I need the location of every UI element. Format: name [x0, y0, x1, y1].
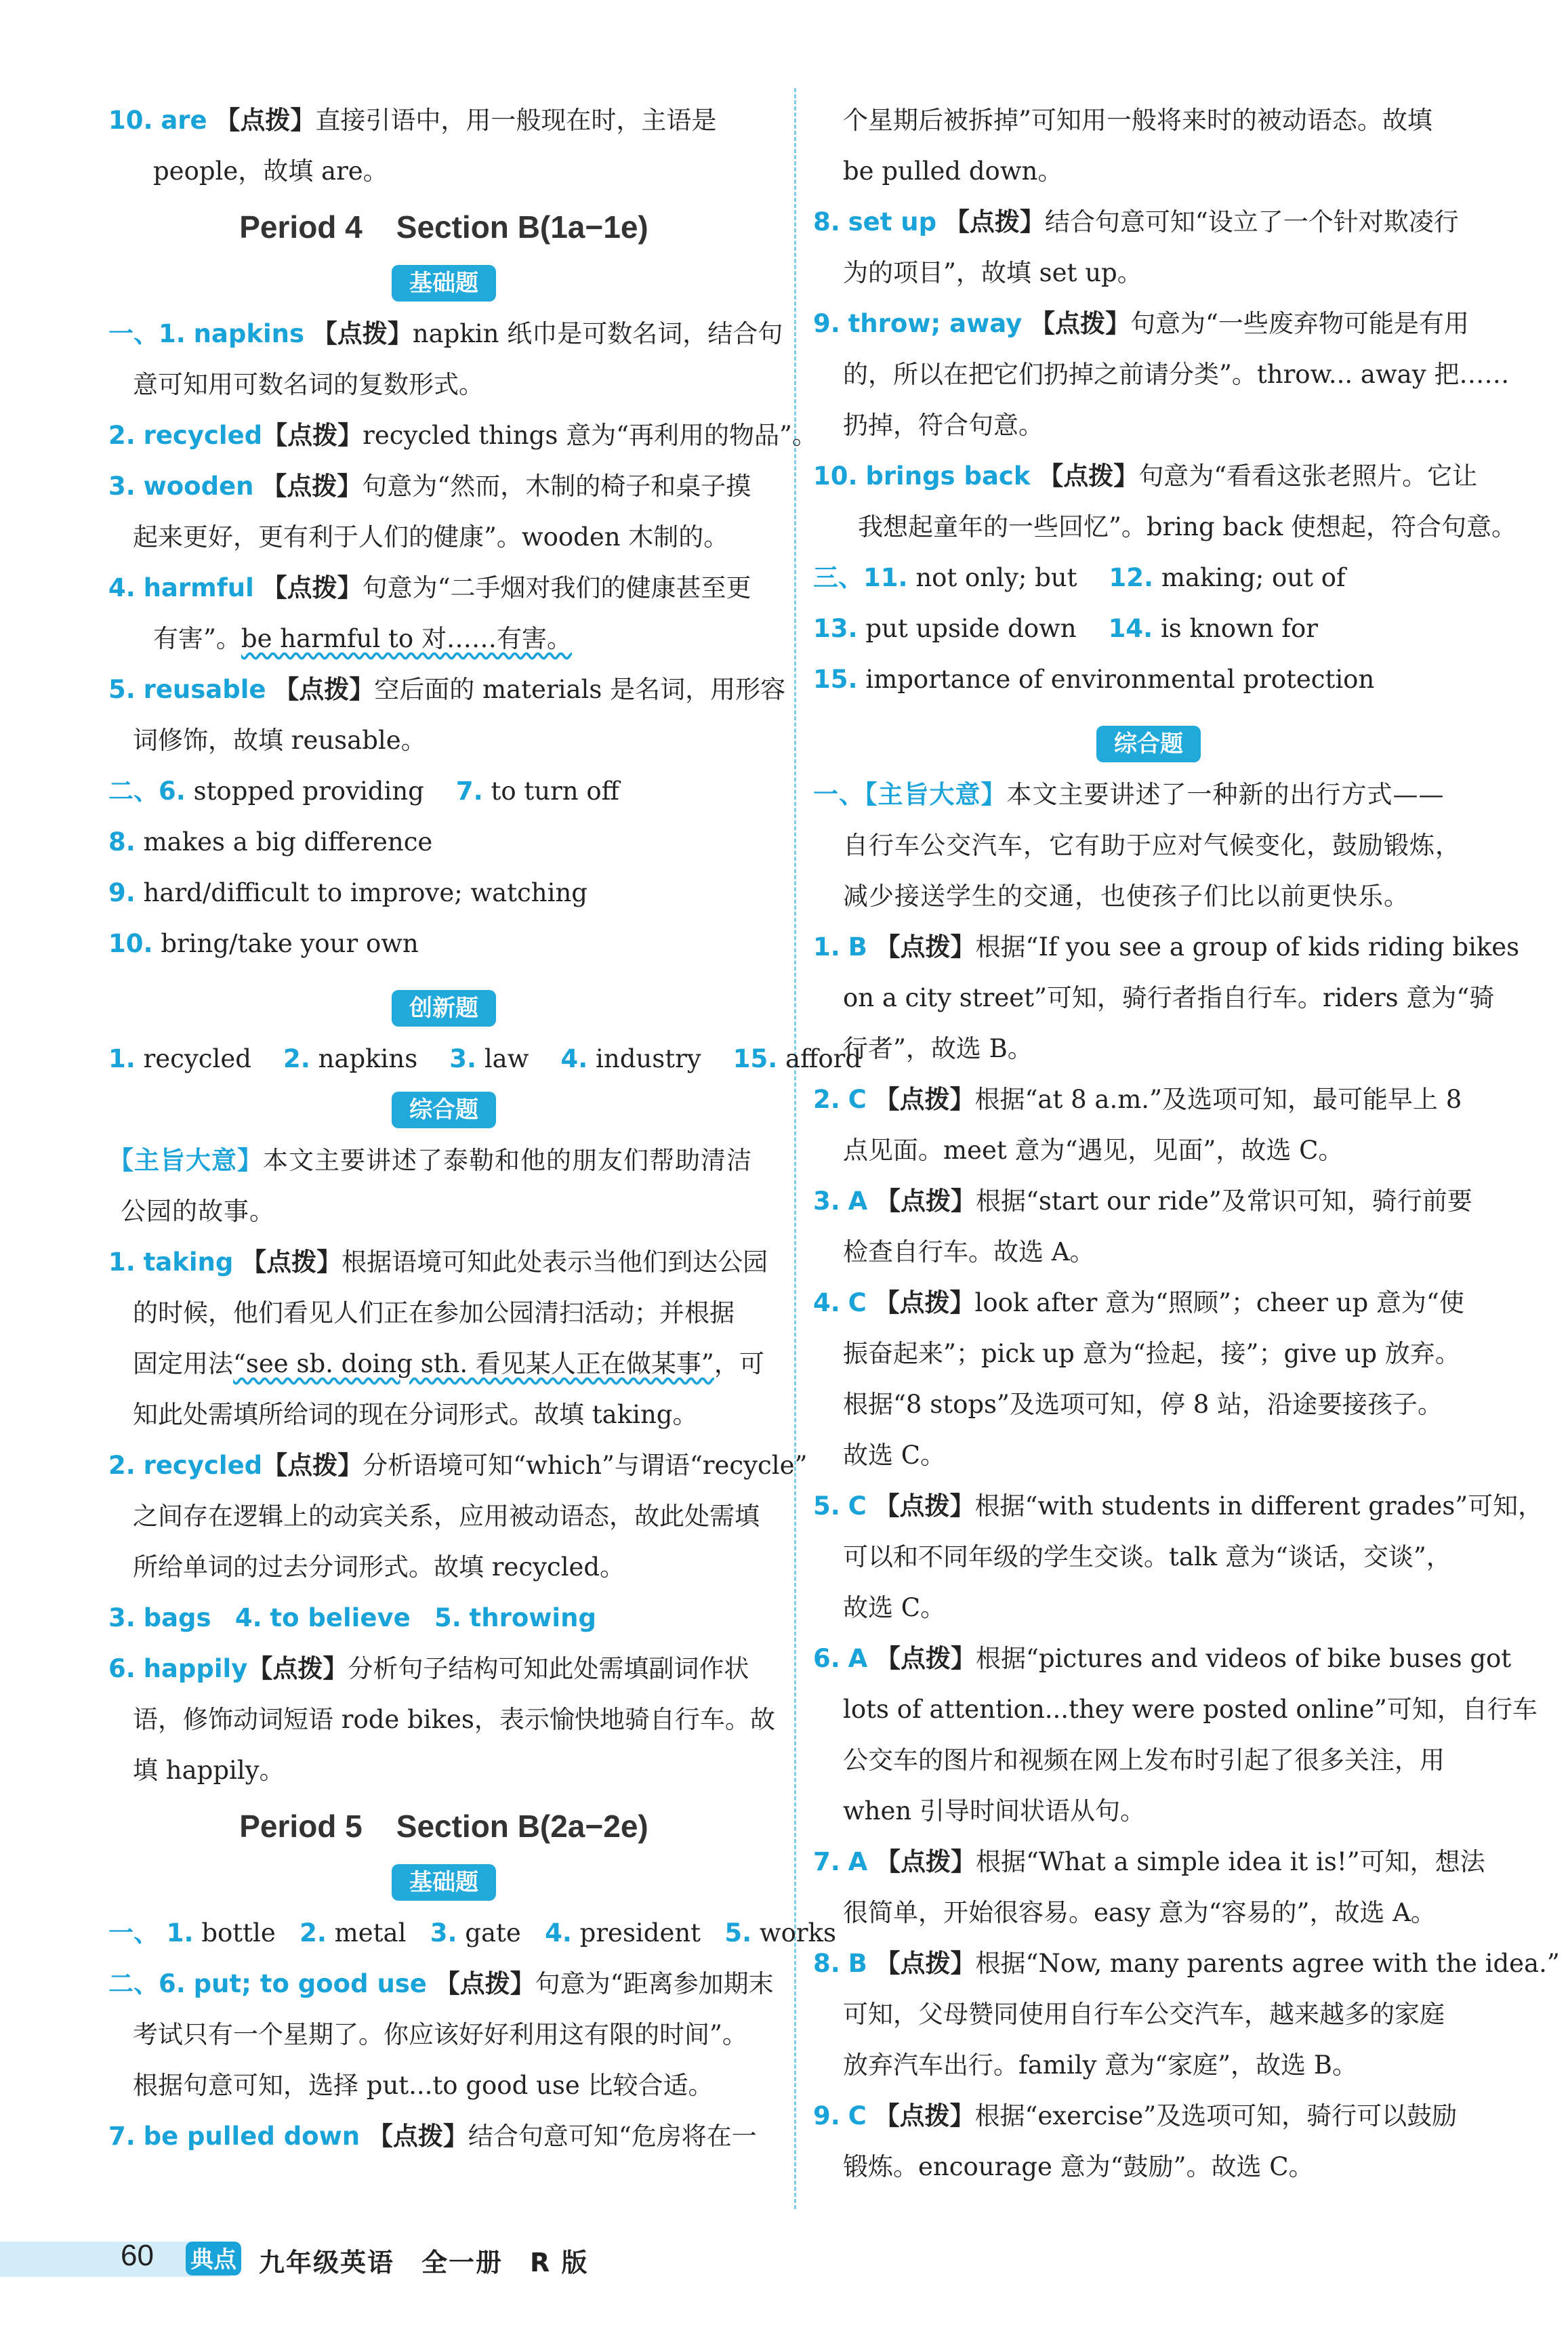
answer-line: 行者”，故选 B。: [843, 1034, 1033, 1063]
answer-line: 二、6. stopped providing 7. to turn off: [108, 777, 619, 806]
badge-creative: 创新题: [108, 983, 779, 1033]
answer-line: lots of attention...they were posted online”可知，自行车: [843, 1695, 1538, 1724]
answer-line: 根据“8 stops”及选项可知，停 8 站，沿途要接孩子。: [843, 1390, 1443, 1419]
answer-line: 固定用法“see sb. doing sth. 看见某人正在做某事”，可: [133, 1349, 764, 1378]
period-5-heading: Period 5 Section B(2a−2e): [239, 1809, 648, 1844]
badge-basic: 基础题: [108, 1857, 779, 1908]
answer-line: 2. recycled【点拨】分析语境可知“which”与谓语“recycle”: [108, 1451, 808, 1480]
answer-line: 2. C 【点拨】根据“at 8 a.m.”及选项可知，最可能早上 8: [813, 1085, 1462, 1114]
answer-line: 点见面。meet 意为“遇见，见面”，故选 C。: [843, 1136, 1344, 1165]
answer-line: 考试只有一个星期了。你应该好好利用这有限的时间”。: [133, 2020, 747, 2049]
column-divider: [794, 88, 796, 2209]
page-number: 60: [121, 2239, 154, 2272]
answer-line: people，故填 are。: [153, 157, 388, 186]
answer-line: 10. are 【点拨】直接引语中，用一般现在时，主语是: [108, 106, 717, 135]
answer-line: 3. A 【点拨】根据“start our ride”及常识可知，骑行前要: [813, 1187, 1472, 1216]
summary-line: 公园的故事。: [121, 1197, 275, 1226]
answer-line: 为的项目”，故填 set up。: [843, 258, 1142, 287]
answer-line: 15. importance of environmental protection: [813, 665, 1375, 694]
answer-line: 可知，父母赞同使用自行车公交汽车，越来越多的家庭: [843, 2000, 1445, 2029]
answer-line: 知此处需填所给词的现在分词形式。故填 taking。: [133, 1400, 698, 1429]
answer-line: 4. harmful 【点拨】句意为“二手烟对我们的健康甚至更: [108, 573, 751, 602]
answer-line: 1. B 【点拨】根据“If you see a group of kids riding bikes: [813, 932, 1520, 962]
book-title: 九年级英语 全一册 R 版: [259, 2248, 589, 2278]
answer-line: 一、 1. bottle 2. metal 3. gate 4. president 5. works: [108, 1918, 836, 1947]
summary-line: 一、【主旨大意】本文主要讲述了一种新的出行方式——: [813, 780, 1445, 809]
answer-line: 放弃汽车出行。family 意为“家庭”，故选 B。: [843, 2050, 1357, 2080]
answer-line: 4. C 【点拨】look after 意为“照顾”；cheer up 意为“使: [813, 1288, 1464, 1317]
badge-comprehensive: 综合题: [108, 1084, 779, 1135]
publisher-logo-icon: [183, 2238, 244, 2280]
summary-line: 自行车公交汽车，它有助于应对气候变化，鼓励锻炼，: [843, 831, 1461, 860]
summary-line: 【主旨大意】本文主要讲述了泰勒和他的朋友们帮助清洁: [108, 1146, 752, 1175]
answer-line: 6. happily【点拨】分析句子结构可知此处需填副词作状: [108, 1654, 749, 1683]
answer-line: 9. C 【点拨】根据“exercise”及选项可知，骑行可以鼓励: [813, 2101, 1458, 2130]
answer-line: 意可知用可数名词的复数形式。: [133, 370, 484, 399]
answer-line: 8. B 【点拨】根据“Now, many parents agree with the idea.”: [813, 1949, 1560, 1978]
answer-line: 故选 C。: [843, 1593, 946, 1622]
answer-line: 我想起童年的一些回忆”。bring back 使想起，符合句意。: [858, 512, 1517, 541]
answer-line: 7. A 【点拨】根据“What a simple idea it is!”可知，想法: [813, 1847, 1485, 1876]
answer-line: 公交车的图片和视频在网上发布时引起了很多关注，用: [843, 1746, 1445, 1775]
answer-line: 填 happily。: [133, 1756, 285, 1785]
answer-line: when 引导时间状语从句。: [843, 1796, 1145, 1826]
answer-line: 3. wooden 【点拨】句意为“然而，木制的椅子和桌子摸: [108, 472, 751, 501]
answer-line: 一、1. napkins 【点拨】napkin 纸巾是可数名词，结合句: [108, 319, 783, 348]
answer-line: 13. put upside down 14. is known for: [813, 614, 1318, 643]
answer-line: 10. brings back 【点拨】句意为“看看这张老照片。它让: [813, 461, 1478, 491]
answer-line: 的，所以在把它们扔掉之前请分类”。throw... away 把……: [843, 360, 1510, 389]
answer-line: 语，修饰动词短语 rode bikes，表示愉快地骑自行车。故: [133, 1705, 775, 1734]
answer-line: 根据句意可知，选择 put...to good use 比较合适。: [133, 2071, 714, 2100]
answer-line: 所给单词的过去分词形式。故填 recycled。: [133, 1552, 625, 1582]
answer-line: 锻炼。encourage 意为“鼓励”。故选 C。: [843, 2152, 1314, 2181]
answer-line: be pulled down。: [843, 157, 1063, 186]
answer-line: 3. bags 4. to believe 5. throwing: [108, 1603, 596, 1632]
page-footer: [0, 2236, 1568, 2290]
left-column: [108, 95, 862, 2162]
answer-line: 二、6. put; to good use 【点拨】句意为“距离参加期末: [108, 1969, 774, 1998]
answer-line: 的时候，他们看见人们正在参加公园清扫活动；并根据: [133, 1298, 735, 1327]
answer-line: 词修饰，故填 reusable。: [133, 726, 426, 755]
answer-line: 故选 C。: [843, 1441, 946, 1470]
answer-line: 6. A 【点拨】根据“pictures and videos of bike buses got: [813, 1644, 1512, 1673]
answer-line: on a city street”可知，骑行者指自行车。riders 意为“骑: [843, 983, 1495, 1012]
answer-line: 8. makes a big difference: [108, 827, 433, 857]
answer-line: 2. recycled【点拨】recycled things 意为“再利用的物品”。: [108, 421, 817, 450]
answer-line: 9. throw; away 【点拨】句意为“一些废弃物可能是有用: [813, 309, 1469, 338]
summary-line: 减少接送学生的交通，也使孩子们比以前更快乐。: [843, 882, 1409, 911]
answer-line: 个星期后被拆掉”可知用一般将来时的被动语态。故填: [843, 106, 1432, 135]
badge-comprehensive: 综合题: [813, 718, 1484, 769]
answer-line: 起来更好，更有利于人们的健康”。wooden 木制的。: [133, 522, 729, 552]
answer-line: 9. hard/difficult to improve; watching: [108, 878, 587, 907]
svg-text:典点: 典点: [190, 2246, 236, 2273]
answer-line: 振奋起来”；pick up 意为“捡起，接”；give up 放弃。: [843, 1339, 1460, 1368]
answer-line: 很简单，开始很容易。easy 意为“容易的”，故选 A。: [843, 1898, 1436, 1927]
answer-line: 8. set up 【点拨】结合句意可知“设立了一个针对欺凌行: [813, 207, 1459, 236]
answer-line: 三、11. not only; but 12. making; out of: [813, 563, 1346, 592]
right-column: [813, 95, 1560, 2192]
answer-line: 有害”。be harmful to 对……有害。: [153, 624, 572, 653]
period-4-heading: Period 4 Section B(1a−1e): [239, 209, 648, 245]
badge-basic: 基础题: [108, 257, 779, 308]
answer-line: 之间存在逻辑上的动宾关系，应用被动语态，故此处需填: [133, 1502, 760, 1531]
answer-line: 5. C 【点拨】根据“with students in different grades”可知，: [813, 1491, 1544, 1521]
answer-line: 1. taking 【点拨】根据语境可知此处表示当他们到达公园: [108, 1248, 768, 1277]
answer-line: 可以和不同年级的学生交谈。talk 意为“谈话，交谈”，: [843, 1542, 1451, 1571]
answer-line: 1. recycled 2. napkins 3. law 4. industry 15. afford: [108, 1044, 862, 1073]
answer-line: 检查自行车。故选 A。: [843, 1237, 1095, 1266]
answer-line: 5. reusable 【点拨】空后面的 materials 是名词，用形容: [108, 675, 786, 704]
answer-line: 扔掉，符合句意。: [843, 411, 1044, 440]
answer-line: 7. be pulled down 【点拨】结合句意可知“危房将在一: [108, 2122, 757, 2151]
answer-line: 10. bring/take your own: [108, 929, 419, 958]
